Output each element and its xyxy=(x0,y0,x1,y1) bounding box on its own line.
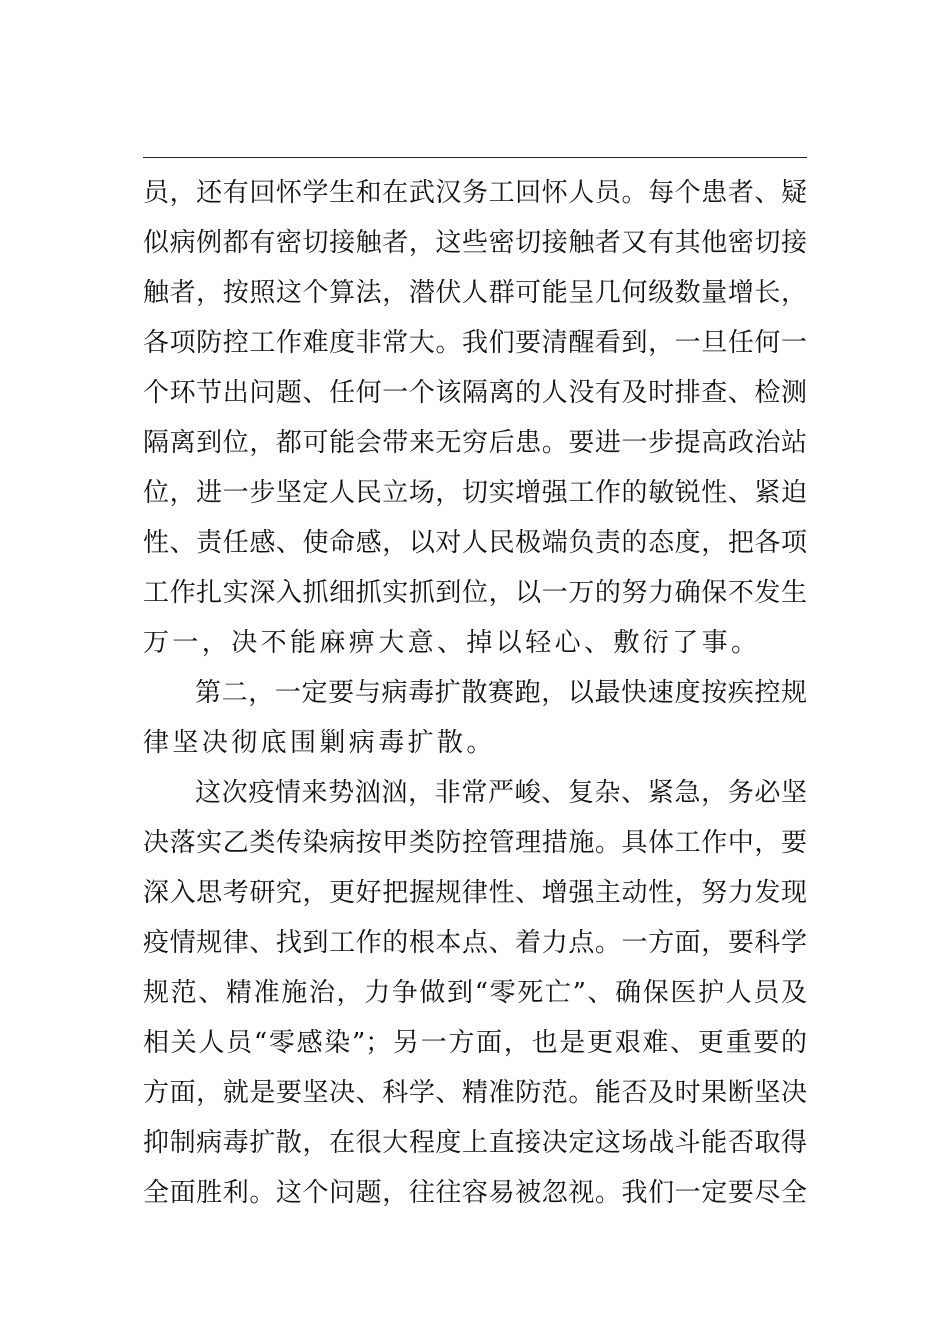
text-line: 位，进一步坚定人民立场，切实增强工作的敏锐性、紧迫 xyxy=(143,478,807,508)
text-line: 似病例都有密切接触者，这些密切接触者又有其他密切接 xyxy=(143,228,807,258)
text-line: 决落实乙类传染病按甲类防控管理措施。具体工作中，要 xyxy=(143,828,807,858)
text-line: 方面，就是要坚决、科学、精准防范。能否及时果断坚决 xyxy=(143,1078,807,1108)
section-heading-line: 第二，一定要与病毒扩散赛跑，以最快速度按疾控规 xyxy=(195,678,807,708)
text-line: 各项防控工作难度非常大。我们要清醒看到，一旦任何一 xyxy=(143,328,807,358)
section-heading-line: 律坚决彻底围剿病毒扩散。 xyxy=(143,728,496,758)
text-line: 触者，按照这个算法，潜伏人群可能呈几何级数量增长， xyxy=(143,278,807,308)
text-line: 性、责任感、使命感，以对人民极端负责的态度，把各项 xyxy=(143,528,807,558)
text-line: 万一，决不能麻痹大意、掉以轻心、敷衍了事。 xyxy=(143,628,761,658)
text-line: 这次疫情来势汹汹，非常严峻、复杂、紧急，务必坚 xyxy=(195,778,807,808)
text-line: 员，还有回怀学生和在武汉务工回怀人员。每个患者、疑 xyxy=(143,178,807,208)
text-line: 工作扎实深入抓细抓实抓到位，以一万的努力确保不发生 xyxy=(143,578,807,608)
text-line: 规范、精准施治，力争做到“零死亡”、确保医护人员及 xyxy=(143,978,807,1008)
text-line: 抑制病毒扩散，在很大程度上直接决定这场战斗能否取得 xyxy=(143,1128,807,1158)
text-line: 隔离到位，都可能会带来无穷后患。要进一步提高政治站 xyxy=(143,428,807,458)
text-line: 相关人员“零感染”；另一方面，也是更艰难、更重要的 xyxy=(143,1028,807,1058)
text-line: 个环节出问题、任何一个该隔离的人没有及时排查、检测 xyxy=(143,378,807,408)
text-line: 深入思考研究，更好把握规律性、增强主动性，努力发现 xyxy=(143,878,807,908)
text-line: 全面胜利。这个问题，往往容易被忽视。我们一定要尽全 xyxy=(143,1178,807,1208)
header-rule xyxy=(143,157,807,158)
text-line: 疫情规律、找到工作的根本点、着力点。一方面，要科学 xyxy=(143,928,807,958)
